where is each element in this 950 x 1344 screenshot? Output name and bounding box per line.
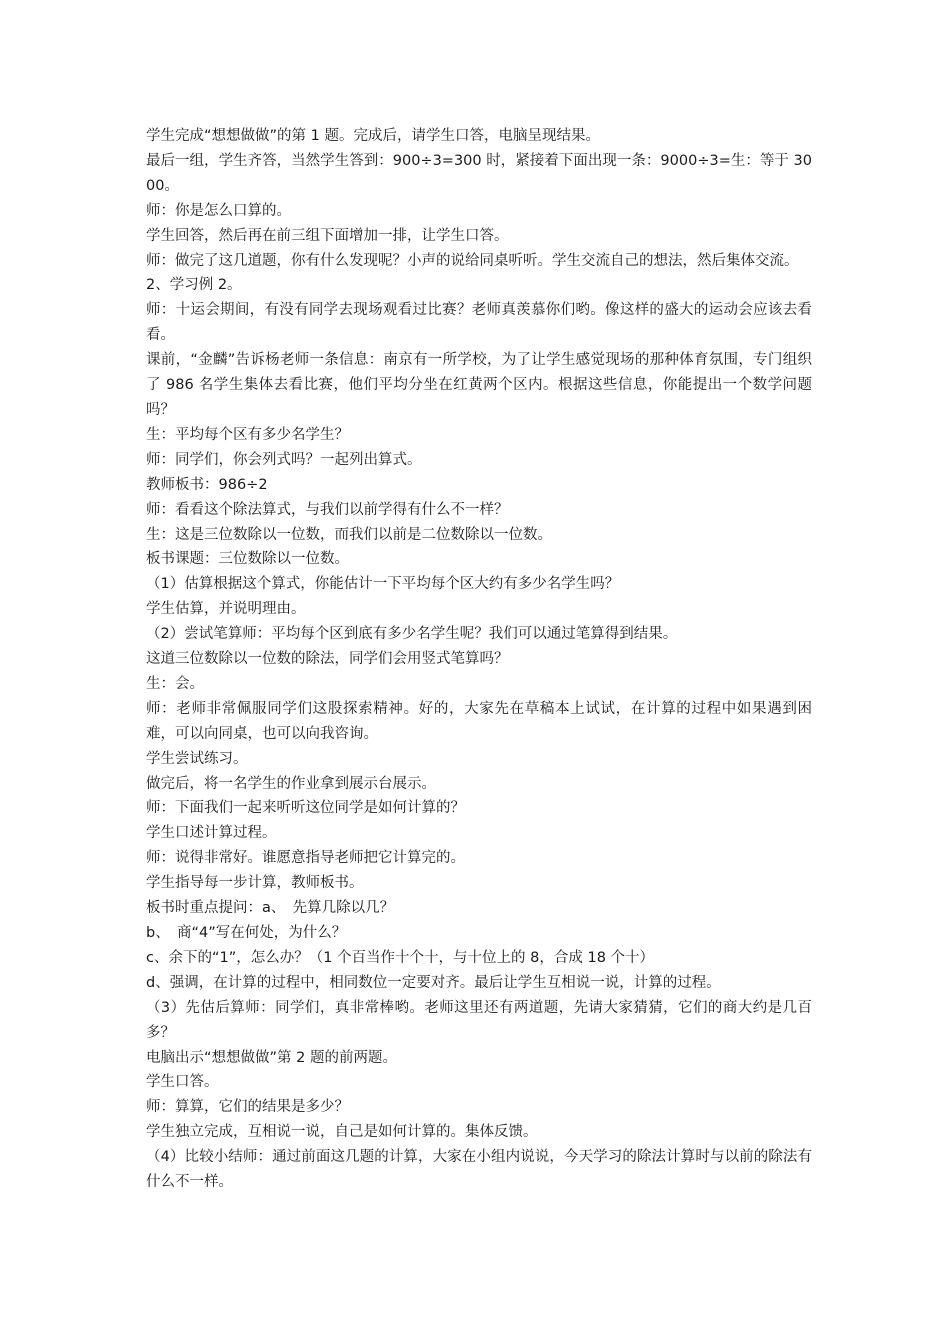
paragraph: 学生口述计算过程。 bbox=[146, 825, 277, 842]
paragraph: 学生口答。 bbox=[146, 1074, 219, 1091]
paragraph: 师：十运会期间，有没有同学去现场观看过比赛？老师真羡慕你们哟。像这样的盛大的运动会应该去看看。 bbox=[146, 302, 812, 344]
paragraph: b、 商“4”写在何处，为什么？ bbox=[146, 925, 347, 941]
paragraph: 电脑出示“想想做做”第 2 题的前两题。 bbox=[146, 1049, 397, 1066]
paragraph: 生：这是三位数除以一位数，而我们以前是二位数除以一位数。 bbox=[146, 526, 552, 543]
document-body bbox=[146, 124, 812, 1195]
paragraph: 2、学习例 2。 bbox=[146, 277, 242, 294]
paragraph: 学生独立完成，互相说一说，自己是如何计算的。集体反馈。 bbox=[146, 1124, 538, 1141]
paragraph: （3）先估后算师：同学们，真非常棒哟。老师这里还有两道题，先请大家猜猜，它们的商大约是几百多？ bbox=[146, 999, 812, 1041]
paragraph: 师：下面我们一起来听听这位同学是如何计算的？ bbox=[146, 800, 465, 817]
paragraph: 师：做完了这几道题，你有什么发现呢？小声的说给同桌听听。学生交流自己的想法，然后集体交流。 bbox=[146, 252, 799, 269]
paragraph: 学生完成“想想做做”的第 1 题。完成后，请学生口答，电脑呈现结果。 bbox=[146, 128, 600, 144]
paragraph: 教师板书：986÷2 bbox=[146, 476, 268, 493]
paragraph: 这道三位数除以一位数的除法，同学们会用竖式笔算吗？ bbox=[146, 651, 509, 668]
paragraph: 师：同学们，你会列式吗？一起列出算式。 bbox=[146, 451, 422, 468]
paragraph: d、强调，在计算的过程中，相同数位一定要对齐。最后让学生互相说一说，计算的过程。 bbox=[146, 974, 721, 991]
paragraph: c、余下的“1”，怎么办？（1 个百当作十个十，与十位上的 8，合成 18 个十） bbox=[146, 949, 655, 966]
paragraph: 师：老师非常佩服同学们这股探索精神。好的，大家先在草稿本上试试，在计算的过程中如果遇到困难，可以向同桌，也可以向我咨询。 bbox=[146, 700, 812, 742]
paragraph: 学生指导每一步计算，教师板书。 bbox=[146, 875, 364, 892]
paragraph: 学生尝试练习。 bbox=[146, 750, 248, 767]
paragraph: 师：算算，它们的结果是多少？ bbox=[146, 1099, 349, 1116]
paragraph: 生：会。 bbox=[146, 675, 204, 692]
paragraph: （1）估算根据这个算式，你能估计一下平均每个区大约有多少名学生吗？ bbox=[146, 576, 620, 593]
paragraph: 师：你是怎么口算的。 bbox=[146, 202, 291, 219]
paragraph: （4）比较小结师：通过前面这几题的计算，大家在小组内说说，今天学习的除法计算时与以前的除法有什么不一样。 bbox=[146, 1149, 812, 1191]
paragraph: 师：看看这个除法算式，与我们以前学得有什么不一样？ bbox=[146, 501, 509, 518]
paragraph: 板书时重点提问：a、 先算几除以几？ bbox=[146, 900, 395, 917]
paragraph: 师：说得非常好。谁愿意指导老师把它计算完的。 bbox=[146, 850, 465, 867]
paragraph: （2）尝试笔算师：平均每个区到底有多少名学生呢？我们可以通过笔算得到结果。 bbox=[146, 626, 678, 643]
paragraph: 生：平均每个区有多少名学生？ bbox=[146, 426, 349, 443]
paragraph: 学生估算，并说明理由。 bbox=[146, 601, 306, 618]
paragraph: 学生回答，然后再在前三组下面增加一排，让学生口答。 bbox=[146, 227, 509, 244]
paragraph: 做完后，将一名学生的作业拿到展示台展示。 bbox=[146, 775, 436, 792]
paragraph: 板书课题：三位数除以一位数。 bbox=[146, 551, 349, 568]
paragraph: 课前，“金麟”告诉杨老师一条信息：南京有一所学校，为了让学生感觉现场的那种体育氛围，专门组织了 986 名学生集体去看比赛，他们平均分坐在红黄两个区内。根据这些信息，你能提出一个数学问题吗？ bbox=[146, 352, 812, 418]
paragraph: 最后一组，学生齐答，当然学生答到：900÷3=300 时，紧接着下面出现一条：9000÷3=生：等于 3000。 bbox=[146, 152, 812, 194]
